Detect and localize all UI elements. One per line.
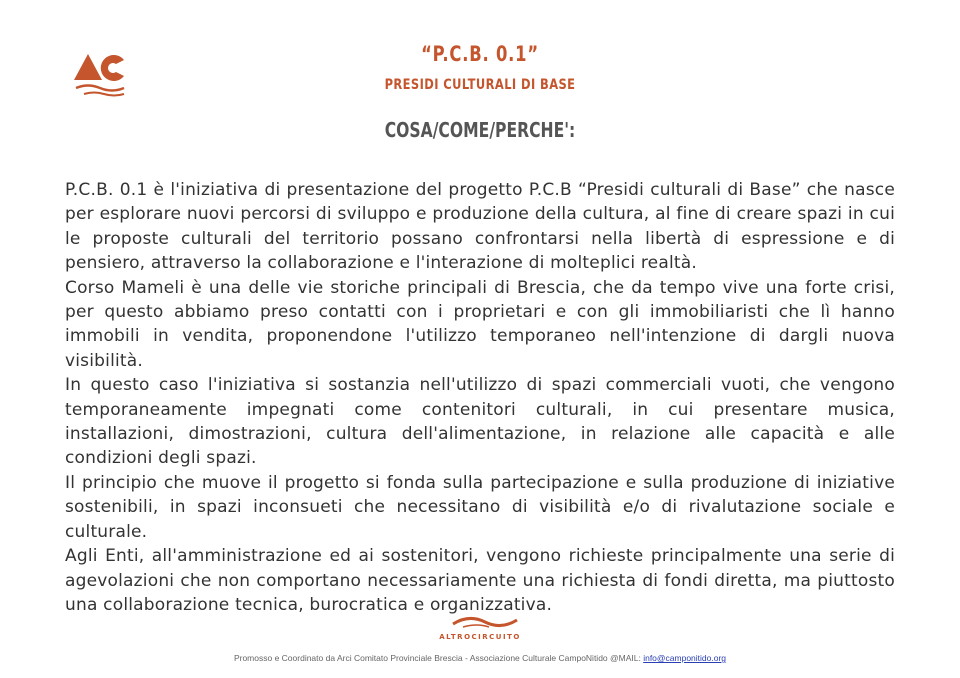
footer-email-link[interactable]: info@camponitido.org [643,653,727,663]
paragraph-corso-mameli: Corso Mameli è una delle vie storiche principali di Brescia, che da tempo vive una forte crisi, per questo abbiamo preso contatti con i proprietari e con gli immobiliaristi che lì hanno immobili in vendita, proponendone l'utilizzo temporaneo nell'intenzione di dargli nuova visibilità. [65,277,895,371]
document-subtitle: PRESIDI CULTURALI DI BASE [384,77,576,93]
footer-credits-text: Promosso e Coordinato da Arci Comitato Provinciale Brescia - Associazione Culturale CampoNitido @MAIL: [233,653,644,663]
section-heading: COSA/COME/PERCHE': [384,118,576,142]
altrocircuito-logo [449,612,521,632]
footer-credits [0,653,960,663]
paragraph-enti: Agli Enti, all'amministrazione ed ai sostenitori, vengono richieste principalmente una serie di agevolazioni che non comportano necessariamente una richiesta di fondi diretta, ma piuttosto una collaborazione tecnica, burocratica e organizzativa. [65,546,895,615]
paragraph-spazi-commerciali: In questo caso l'iniziativa si sostanzia nell'utilizzo di spazi commerciali vuoti, che vengono temporaneamente impegnati come contenitori culturali, in cui presentare musica, installazioni, dimostrazioni, cultura dell'alimentazione, in relazione alle capacità e alle condizioni degli spazi. [65,375,895,469]
document-title: “P.C.B. 0.1” [421,42,539,66]
body-text [65,178,895,617]
altrocircuito-label: ALTROCIRCUITO [439,633,521,641]
paragraph-principio: Il principio che muove il progetto si fonda sulla partecipazione e sulla produzione di iniziative sostenibili, in spazi inconsueti che necessitano di visibilità e/o di rivalutazione sociale e culturale. [65,472,895,542]
paragraph-intro: P.C.B. 0.1 è l'iniziativa di presentazione del progetto P.C.B “Presidi culturali di Base” che nasce per esplorare nuovi percorsi di sviluppo e produzione della cultura, al fine di creare spazi in cui le proposte culturali del territorio possano confrontarsi nella libertà di espressione e di pensiero, attraverso la collaborazione e l'interazione di molteplici realtà. [65,180,895,274]
